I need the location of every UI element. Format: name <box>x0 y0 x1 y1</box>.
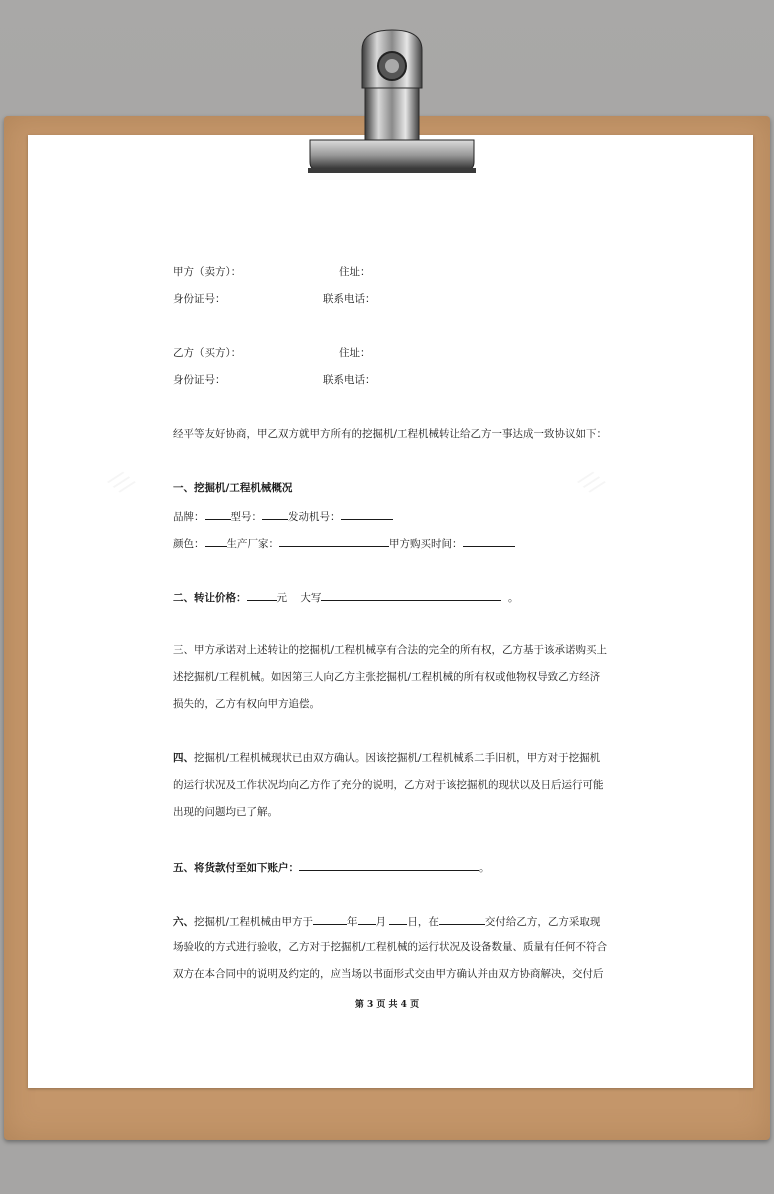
month-label: 月 <box>375 916 387 928</box>
section6-line1 <box>173 913 600 929</box>
place-blank <box>439 913 485 925</box>
party-b-address-label: 住址： <box>339 347 371 359</box>
day-blank <box>389 913 407 925</box>
section1-heading: 一、挖掘机/工程机械概况 <box>173 482 293 494</box>
section4-line3: 出现的问题均已了解。 <box>173 806 278 818</box>
section1-row2 <box>173 535 515 551</box>
yuan-label: 元 <box>276 592 287 604</box>
watermark: ∕∕∕ <box>574 465 608 500</box>
watermark: ∕∕∕ <box>104 465 138 500</box>
price-blank <box>247 589 277 601</box>
party-a-label: 甲方（卖方）： <box>173 266 242 278</box>
party-a-address-label: 住址： <box>339 266 371 278</box>
section3-line1: 三、甲方承诺对上述转让的挖掘机/工程机械享有合法的完全的所有权，乙方基于该承诺购买上 <box>173 644 608 656</box>
maker-blank <box>279 535 389 547</box>
month-blank <box>358 913 376 925</box>
party-b-id-label: 身份证号： <box>173 374 226 386</box>
party-a-phone-label: 联系电话： <box>323 293 376 305</box>
account-blank <box>299 859 479 871</box>
capital-blank <box>321 589 501 601</box>
section3-line2: 述挖掘机/工程机械。如因第三人向乙方主张挖掘机/工程机械的所有权或他物权导致乙方经济 <box>173 671 601 683</box>
section4-line1 <box>173 751 600 765</box>
section6-line3: 双方在本合同中的说明及约定的，应当场以书面形式交由甲方确认并由双方协商解决，交付后 <box>173 968 604 980</box>
year-label: 年 <box>347 916 358 928</box>
color-label: 颜色： <box>173 538 205 550</box>
section4-number: 四、 <box>173 752 194 764</box>
purchase-time-blank <box>463 535 515 547</box>
section6-number: 六、 <box>173 916 194 928</box>
section2-heading: 二、转让价格： <box>173 592 247 604</box>
section5-heading: 五、将货款付至如下账户： <box>173 862 299 874</box>
maker-label: 生产厂家： <box>226 538 279 550</box>
section2-end: 。 <box>508 592 519 604</box>
purchase-time-label: 甲方购买时间： <box>389 538 463 550</box>
model-label: 型号： <box>230 511 262 523</box>
section6-line1a: 挖掘机/工程机械由甲方于 <box>194 916 314 928</box>
capital-label: 大写 <box>300 592 322 604</box>
year-blank <box>313 913 347 925</box>
section4-line1-text: 挖掘机/工程机械现状已由双方确认。因该挖掘机/工程机械系二手旧机，甲方对于挖掘机 <box>194 752 601 764</box>
section6-line2: 场验收的方式进行验收，乙方对于挖掘机/工程机械的运行状况及设备数量、质量有任何不符合 <box>173 941 608 953</box>
section1-row1 <box>173 508 393 524</box>
section2-row <box>173 589 519 605</box>
engine-label: 发动机号： <box>288 511 341 523</box>
section4-line2: 的运行状况及工作状况均向乙方作了充分的说明，乙方对于该挖掘机的现状以及日后运行可能 <box>173 779 604 791</box>
section6-line1b: 交付给乙方，乙方采取现 <box>484 916 601 928</box>
party-b-phone-label: 联系电话： <box>323 374 376 386</box>
intro-paragraph: 经平等友好协商，甲乙双方就甲方所有的挖掘机/工程机械转让给乙方一事达成一致协议如下： <box>173 428 608 440</box>
brand-label: 品牌： <box>173 511 205 523</box>
section3-line3: 损失的，乙方有权向甲方追偿。 <box>173 698 320 710</box>
party-b-label: 乙方（买方）： <box>173 347 242 359</box>
section5-end: 。 <box>479 862 490 874</box>
day-label: 日，在 <box>407 916 439 928</box>
party-a-id-label: 身份证号： <box>173 293 226 305</box>
model-blank <box>262 508 288 520</box>
section5-row <box>173 859 490 875</box>
color-blank <box>205 535 227 547</box>
engine-blank <box>341 508 393 520</box>
page-footer: 第 3 页 共 4 页 <box>354 1000 420 1010</box>
brand-blank <box>205 508 231 520</box>
